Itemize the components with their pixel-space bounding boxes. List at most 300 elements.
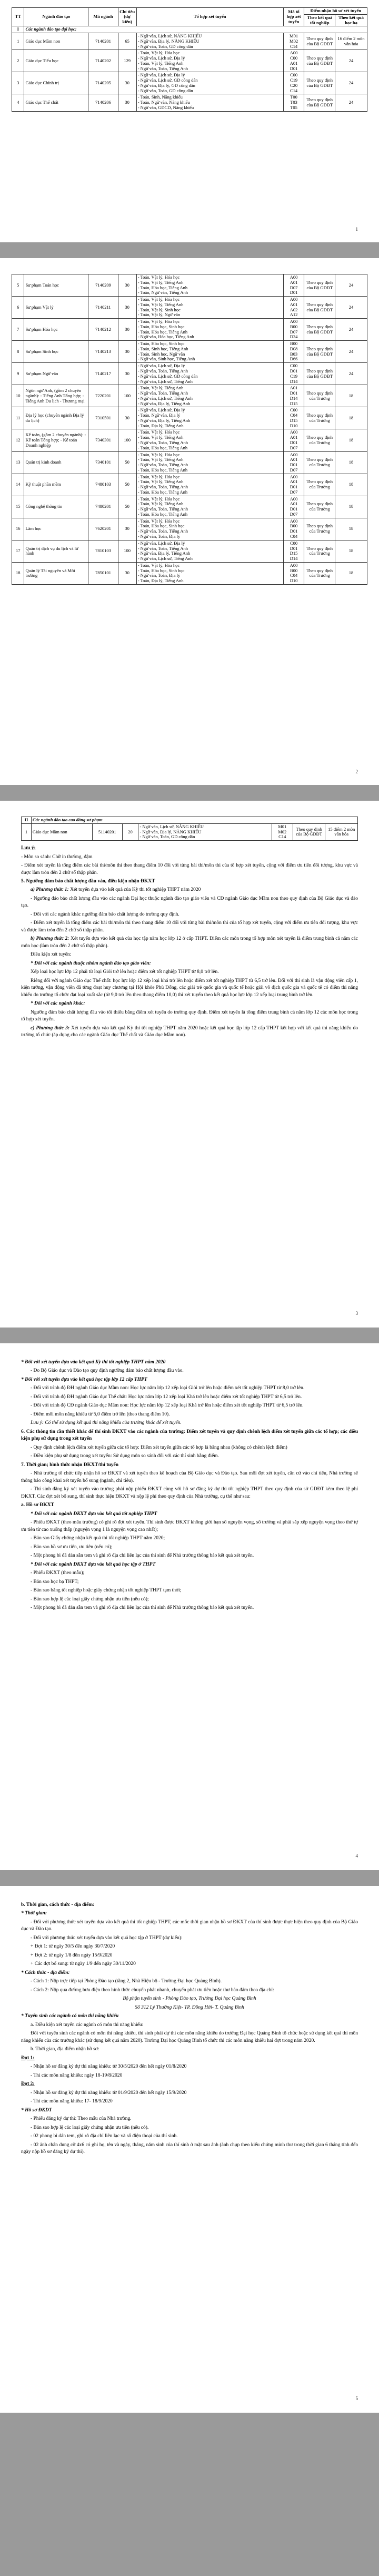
combination-code: D01 [290, 506, 298, 512]
combination-code: T03 [290, 100, 297, 105]
row-major-code: 7140211 [88, 297, 118, 319]
combination-code: A00 [290, 429, 298, 435]
combination-code: A00 [290, 451, 298, 457]
combination-code: C14 [290, 43, 298, 49]
row-quota: 30 [118, 297, 136, 319]
combination-code: D07 [290, 489, 298, 495]
combination-code: M01 [278, 823, 287, 829]
row-quota: 30 [118, 274, 136, 297]
row-floor-exam: Theo quy định của Trường [304, 562, 335, 584]
row-combinations [136, 341, 283, 363]
row-major-code: 7340101 [88, 451, 118, 474]
row-major-name: Giáo dục Thể chất [24, 94, 88, 111]
combination-code: D07 [290, 467, 298, 473]
row-floor-exam: Theo quy định của Trường [304, 474, 335, 496]
row-combinations [136, 474, 283, 496]
combination-code: D08 [290, 346, 298, 351]
table-row [12, 451, 367, 474]
combination-line: - Toán, Vật lý, Tiếng Anh [137, 435, 184, 440]
combination-line: - Toán, Vật lý, Hóa học [137, 319, 180, 325]
row-major-name: Kỹ thuật phần mềm [24, 474, 88, 496]
combination-code: D07 [290, 445, 298, 450]
row-major-name: Giáo dục Tiểu học [24, 50, 88, 72]
row-combinations [136, 72, 283, 94]
combination-line: - Toán, Sinh học, Tiếng Anh [137, 346, 188, 351]
combination-line: - Ngữ văn, Lịch sử, Địa lý [137, 540, 185, 546]
row-major-name: Ngôn ngữ Anh, (gồm 2 chuyên ngành): - Tiếng Anh Tổng hợp; - Tiếng Anh Du lịch - Thương mại [24, 385, 88, 407]
row-floor-transcript: 18 [335, 540, 367, 562]
row-combinations [136, 496, 283, 518]
row-quota: 50 [118, 496, 136, 518]
page-3: II Các ngành đào tạo cao đẳng sư phạm 1 Giáo dục Mầm non 51140201 20 - Ngữ văn, Lịch sử, NĂNG KHIẾU - Ngữ văn, Địa lý, NĂNG KHIẾU - Ngữ văn, Toán, GD công dân M01 M02 C14 Theo quy định của Bộ GDĐT 15 điểm 2 môn văn hóa Lưu ý: - Môn so sánh: Chữ in thường, đậm - Điểm xét tuyển là tổng điểm các bài thi/môn thi theo thang điểm 10 đối với từng bài thi/môn thi của tổ hợp xét tuyển, cộng với điểm ưu tiên đối tượng, khu vực và được làm tròn đến 2 chữ số thập phân. 5. Ngưỡng đảm bảo chất lượng đầu vào, điều kiện nhận ĐKXT a) Phương thức 1: Xét tuyển dựa vào kết quả của Kỳ thi tốt nghiệp THPT năm 2020 - Ngưỡng đảo bảo chất lượng đầu vào các ngành Đại học thuộc ngành đào tạo giáo viên và CĐ ngành Giáo dục Mầm non theo quy định của Bộ Giáo dục và đào tạo. - Đối với các ngành khác ngưỡng đảm bảo chất lượng do trường quy định. - Điểm xét tuyển là tổng điểm các bài thi/môn thi theo thang điểm 10 đối với từng bài thi/môn thi của tổ hợp xét tuyển, cộng với điểm ưu tiên đối tượng, khu vực và được làm tròn đến 2 chữ số thập phân. b) Phương thức 2: Xét tuyển dựa vào kết quả của học tập năm học lớp 12 ở cấp THPT. Điểm các môn trong tổ hợp môn xét tuyển là điểm trung bình cả năm các môn học (làm tròn đến 2 chữ số thập phân). Điều kiện xét tuyển: * Đối với các ngành thuộc nhóm ngành đào tạo giáo viên: Xếp loại học lực lớp 12 phải từ loại Giỏi trở lên hoặc điểm xét tốt nghiệp THPT từ 8,0 trở lên. Riêng đối với ngành Giáo dục Thể chất: học lực lớp 12 xếp loại khá trở lên hoặc điểm xét tốt nghiệp THPT từ 6,5 trở lên. Đối với thí sinh là vận động viên cấp 1, kiện tướng, vận động viên đã từng đoạt huy chương tại Hội khỏe Phù Đổng, các giải trẻ quốc gia và quốc tế hoặc giải vô địch quốc gia và quốc tế có điểm thi năng khiếu do trường tổ chức đạt loại xuất sắc (từ 9,0 trở lên theo thang điểm 10,0) thì xét tuyển theo kết quả học lực lớp 12 xếp loại trung bình trở lên. * Đối với các ngành khác: Ngưỡng đảm bảo chất lượng đầu vào tối thiểu bằng điểm xét tuyển do trường quy định. Điểm xét tuyển là tổng điểm trung bình cả năm lớp 12 các môn học trong tổ hợp xét tuyển. c) Phương thức 3: Xét tuyển dựa vào kết quả Kỳ thi tốt nghiệp THPT năm 2020 hoặc kết quả học tập lớp 12 cấp THPT kết hợp với kết quả thi năng khiếu do trường tổ chức (áp dụng cho các ngành Giáo dục Thể chất và Giáo dục Mầm non). 3 [0, 801, 379, 1328]
admission-table-2 [12, 274, 367, 585]
header-floor-b: Theo kết quả học bạ [335, 14, 367, 26]
row-stt: 4 [12, 94, 24, 111]
combination-line: - Toán, Vật lý, Tiếng Anh [137, 60, 184, 66]
row-quota: 100 [118, 540, 136, 562]
combination-code: A00 [290, 496, 298, 502]
row-combinations [136, 451, 283, 474]
page-4: * Đối với xét tuyển dựa vào kết quả Kỳ thi tốt nghiệp THPT năm 2020 - Do Bộ Giáo dục và Đào tạo quy định ngưỡng đảm bảo chất lượng đầu vào. * Đối với xét tuyển dựa vào kết quả học tập lớp 12 cấp THPT - Đối với trình độ ĐH ngành Giáo dục Mầm non: Học lực năm lớp 12 xếp loại Giỏi trở lên hoặc điểm xét tốt nghiệp THPT từ 8,0 trở lên. - Đối với trình độ ĐH ngành Giáo dục Thể chất: Học lực năm lớp 12 xếp loại Khá trở lên hoặc điểm xét tốt nghiệp THPT từ 6,5 trở lên. - Đối với trình độ CĐ ngành Giáo dục Mầm non: Học lực năm lớp 12 xếp loại Khá trở lên hoặc điểm xét tốt nghiệp THPT từ 6,5 trở lên. - Điểm mỗi môn năng khiếu từ 5,0 điểm trở lên (theo thang điểm 10). Lưu ý: Có thể sử dụng kết quả thi năng khiếu của trường khác để xét tuyển. 6. Các thông tin cần thiết khác để thí sinh ĐKXT vào các ngành của trường: Điểm xét tuyển và quy định chênh lệch điểm xét tuyển giữa các tổ hợp; các điều kiện phụ sử dụng trong xét tuyển - Quy định chênh lệch điểm xét tuyển giữa các tổ hợp: Điểm xét tuyển giữa các tổ hợp là bằng nhau (không có chênh lệch điểm) - Điều kiện phụ sử dụng trong xét tuyển: Sử dụng môn so sánh đối với các thí sinh bằng điểm. 7. Thời gian; hình thức nhận ĐKXT/thi tuyển - Nhà trường tổ chức tiếp nhận hồ sơ ĐKXT và xét tuyển theo kế hoạch của Bộ Giáo dục và Đào tạo. Sau mỗi đợt xét tuyển, căn cứ vào chỉ tiêu, Nhà trường sẽ thông báo công khai xét tuyển bổ sung (ngành, chỉ tiêu). - Thí sinh đăng ký xét tuyển vào trường phải nộp phiếu ĐKXT cùng với hồ sơ đăng ký dự thi tốt nghiệp THPT theo quy định của sở GDĐT kèm theo lệ phí ĐKXT. Các đợt xét bổ sung, thí sinh thực hiện ĐKXT và nộp lệ phí theo quy định của Nhà trường, cụ thể như sau: a. Hồ sơ ĐKXT * Đối với các ngành ĐKXT dựa vào kết quả tốt nghiệp THPT - Phiếu ĐKXT (theo mẫu trường) có ghi rõ đợt xét tuyển. Thí sinh được ĐKXT không giới hạn số nguyện vọng, số trường và phải sắp xếp nguyện vọng theo thứ tự ưu tiên từ cao xuống thấp (nguyện vọng 1 là nguyện vọng cao nhất); - Bản sao Giấy chứng nhận kết quả thi tốt nghiệp THPT năm 2020; - Bản sao hồ sơ ưu tiên, ưu tiên (nếu có); - Một phong bì đã dán sẵn tem và ghi rõ địa chỉ liên lạc của thí sinh để Nhà trường thông báo kết quả xét tuyển. * Đối với các ngành ĐKXT dựa vào kết quả học tập ở THPT - Phiếu ĐKXT (theo mẫu); - Bản sao học bạ THPT; - Bản sao bằng tốt nghiệp hoặc giấy chứng nhận tốt nghiệp THPT tạm thời; - Bản sao hợp lệ các loại giấy chứng nhận ưu tiên (nếu có); - Một phong bì đã dán sẵn tem và ghi rõ địa chỉ liên lạc của thí sinh để Nhà trường thông báo kết quả xét tuyển. 4 [0, 1343, 379, 1870]
combination-line: - Ngữ văn, Toán, Tiếng Anh [137, 506, 188, 512]
table-row [12, 297, 367, 319]
row-quota: 30 [118, 72, 136, 94]
table-row [22, 823, 358, 840]
combination-code: D07 [290, 284, 298, 290]
row-floor-transcript: 24 [335, 363, 367, 385]
page-5: b. Thời gian, cách thức - địa điểm: * Thời gian: - Đối với phương thức xét tuyển dựa vào kết quả thi tốt nghiệp THPT, các mốc thời gian nhận hồ sơ ĐKXT của thí sinh được thực hiện theo quy định của Bộ Giáo dục và Đào tạo. - Đối với phương thức xét tuyển dựa vào kết quả học tập ở THPT (dự kiến): + Đợt 1: từ ngày 30/5 đến ngày 30/7/2020 + Đợt 2: từ ngày 1/8 đến ngày 15/9/2020 + Các đợt bổ sung: từ ngày 1/9 đến ngày 30/11/2020 * Cách thức - địa điểm: - Cách 1: Nộp trực tiếp tại Phòng Đào tạo (tầng 2, Nhà Hiệu bộ - Trường Đại học Quảng Bình). - Cách 2: Nộp qua đường bưu điện theo hình thức chuyển phát nhanh, chuyển phát ưu tiên hoặc thư bảo đảm theo địa chỉ: Bộ phận tuyển sinh - Phòng Đào tạo, Trường Đại học Quảng Bình Số 312 Lý Thường Kiệt- TP. Đồng Hới- T. Quảng Bình * Tuyển sinh các ngành có môn thi năng khiếu a. Điều kiện xét tuyển các ngành có môn thi năng khiếu: Đối với tuyển sinh các ngành có môn thi năng khiếu, thí sinh phải dự thi các môn năng khiếu do trường Đại học Quảng Bình tổ chức hoặc sử dụng kết quả thi môn năng khiếu của các trường khác (sử dụng kết quả năm 2020). Trường Đại học Quảng Bình tổ chức thi các môn năng khiếu hai đợt trong năm 2020. b. Thời gian, địa điểm nhận hồ sơ: Đợt 1: - Nhận hồ sơ đăng ký dự thi năng khiếu: từ 30/5/2020 đến hết ngày 01/8/2020 - Thi các môn năng khiếu: ngày 18-19/8/2020 Đợt 2: - Nhận hồ sơ đăng ký dự thi năng khiếu: từ 01/9/2020 đến hết ngày 15/9/2020 - Thi các môn năng khiếu: 17- 18/9/2020 * Hồ sơ ĐKDT - Phiếu đăng ký dự thi: Theo mẫu của Nhà trường. - Bản sao hợp lệ các loại giấy chứng nhận ưu tiên (nếu có). - 02 phong bì dán tem, ghi rõ địa chỉ liên lạc và số điện thoại của thí sinh. - 02 ảnh chân dung cỡ 4x6 có ghi họ, tên và ngày, tháng, năm sinh của thí sinh ở mặt sau ảnh (ảnh chụp theo kiểu chứng minh thư trong thời gian 6 tháng tính đến ngày nộp hồ sơ đăng ký dự thi). 5 [0, 1886, 379, 2413]
admission-table-1: TT Ngành đào tạo Mã ngành Chỉ tiêu (dự kiến) Tổ hợp xét tuyển Mã tổ hợp xét tuyển Điểm nhận hồ sơ xét tuyển Theo kết quả tốt nghiệp Theo kết quả học bạ I Các ngành đào tạo đại học: 1 Giáo dục Mầm non 7140201 65 - Ngữ văn, Lịch sử, NĂNG KHIẾU - Ngữ văn, Địa lý, NĂNG KHIẾU - Ngữ văn, Toán, GD công dân M01 M02 C14 Theo quy định của Bộ GDĐT 16 điểm 2 môn văn hóa 2 Giáo dục Tiểu học 7140202 129 - Toán, Vật lý, Hóa học - Ngữ văn, Lịch sử, Địa lý - Toán, Vật lý, Tiếng Anh - Ngữ văn, Toán, Tiếng Anh A00 C00 A01 D01 Theo quy định của Bộ GDĐT 24 3 Giáo dục Chính trị 7140205 30 - Ngữ văn, Lịch sử, Địa lý - Ngữ văn, Lịch sử, GD công dân - Ngữ văn, Địa lý, GD công dân - Ngữ văn, Toán, GD công dân C00 C19 C20 C14 Theo quy định của Bộ GDĐT 24 4 Giáo dục Thể chất 7140206 30 - Toán, Sinh, Năng khiếu - Toán, Ngữ văn, Năng khiếu - Ngữ văn, GDCD, Năng khiếu T00 T03 T05 Theo quy định của Bộ GDĐT 24 [12, 7, 367, 112]
combination-line: - Ngữ văn, Lịch sử, Địa lý [137, 407, 185, 413]
row-floor-transcript: 18 [335, 474, 367, 496]
combination-line: - Ngữ văn, Lịch sử, GD công dân [137, 77, 198, 83]
row-combination-codes [283, 496, 304, 518]
row-combination-codes [283, 50, 304, 72]
combination-line: - Ngữ văn, Địa lý, GD công dân [137, 82, 195, 88]
row-major-name: Sư phạm Hóa học [24, 319, 88, 341]
combination-code: A01 [290, 457, 298, 463]
row-combinations [136, 94, 283, 111]
combination-line: - Toán, Vật lý, Tiếng Anh [137, 501, 184, 507]
row-combination-codes [283, 341, 304, 363]
row-floor-transcript: 24 [335, 274, 367, 297]
row-combination-codes [283, 94, 304, 111]
combination-line: - Toán, Vật lý, Ngữ văn [137, 312, 181, 318]
heading-7a: a. Hồ sơ ĐKXT [21, 1502, 54, 1508]
row-quota: 50 [118, 474, 136, 496]
row-combination-codes [283, 540, 304, 562]
combination-line: - Toán, Vật lý, Hóa học [137, 518, 180, 524]
combination-line: - Ngữ văn, Địa lý, Tiếng Anh [137, 400, 191, 406]
combination-code: D10 [290, 578, 298, 584]
row-combinations [138, 823, 272, 840]
combination-line: - Ngữ văn, Lịch sử, Tiếng Anh [137, 556, 193, 562]
combination-line: - Toán, Sinh, Năng khiếu [137, 94, 183, 100]
row-major-name: Quản trị dịch vụ du lịch và lữ hành [24, 540, 88, 562]
row-combinations [136, 540, 283, 562]
row-floor-exam: Theo quy định của Bộ GDĐT [304, 274, 335, 297]
combination-line: - Ngữ văn, Toán, Địa lý [137, 533, 181, 539]
table-row [12, 474, 367, 496]
row-stt: 16 [12, 518, 24, 540]
row-stt: 1 [22, 823, 32, 840]
combination-line: - Ngữ văn, Toán, Tiếng Anh [137, 462, 188, 468]
table-row [12, 496, 367, 518]
combination-line: - Toán, Vật lý, Tiếng Anh [137, 457, 184, 463]
combination-line: - Toán, Ngữ văn, Năng khiếu [137, 100, 190, 105]
combination-code: D01 [290, 390, 298, 396]
combination-line: - Toán, Vật lý, Tiếng Anh [137, 279, 184, 285]
row-floor-exam: Theo quy định của Bộ GDĐT [304, 297, 335, 319]
combination-line: - Ngữ văn, Toán, GD công dân [139, 834, 195, 840]
row-floor-exam: Theo quy định của Bộ GDĐT [304, 319, 335, 341]
page-number-3: 3 [355, 1311, 358, 1316]
combination-line: - Toán, Hóa học, Sinh học [137, 341, 185, 347]
table-row [12, 518, 367, 540]
row-combination-codes [283, 274, 304, 297]
row-stt: 10 [12, 385, 24, 407]
table-body-2 [12, 274, 367, 585]
row-floor-transcript: 24 [335, 341, 367, 363]
combination-line: - Ngữ văn, Lịch sử, Địa lý [137, 72, 185, 78]
row-stt: 2 [12, 50, 24, 72]
combination-code: C19 [290, 77, 298, 83]
combination-code: A00 [290, 297, 298, 302]
heading-5: 5. Ngưỡng đảm bảo chất lượng đầu vào, điều kiện nhận ĐKXT [21, 879, 155, 884]
row-quota: 30 [118, 94, 136, 111]
combination-code: C20 [290, 82, 298, 88]
combination-line: - Toán, Vật lý, Hóa học [137, 50, 180, 56]
combination-line: - Toán, Hóa học, Tiếng Anh [137, 445, 188, 450]
combination-line: - Toán, Ngữ văn, Địa lý [137, 412, 181, 418]
combination-code: A01 [290, 279, 298, 285]
row-combination-codes [283, 363, 304, 385]
combination-line: - Toán, Vật lý, Hóa học [137, 297, 180, 302]
row-combination-codes [283, 385, 304, 407]
row-floor-exam: Theo quy định của Trường [304, 407, 335, 429]
row-combination-codes [283, 319, 304, 341]
row-major-name: Giáo dục Chính trị [24, 72, 88, 94]
row-floor-transcript: 18 [335, 518, 367, 540]
row-combination-codes [283, 518, 304, 540]
combination-code: M01 [290, 33, 298, 39]
combination-line: - Ngữ văn, Lịch sử, Tiếng Anh [137, 378, 193, 384]
row-combination-codes [283, 562, 304, 584]
combination-code: D07 [290, 511, 298, 517]
combination-code: T00 [290, 94, 297, 100]
row-combination-codes [283, 72, 304, 94]
combination-code: A12 [290, 312, 298, 318]
combination-line: - Ngữ văn, Địa lý, Tiếng Anh [137, 550, 191, 556]
combination-line: - Ngữ văn, Địa lý, NĂNG KHIẾU [137, 38, 200, 44]
combination-line: - Toán, Hóa học, Sinh học [137, 523, 185, 529]
combination-line: - Toán, Hóa học, Sinh học [137, 323, 185, 329]
combination-code: C04 [290, 573, 298, 578]
header-quota: Chỉ tiêu (dự kiến) [118, 8, 136, 26]
combination-line: - Toán, Sinh học, Ngữ văn [137, 351, 185, 357]
combination-line: - Ngữ văn, Lịch sử, Địa lý [137, 363, 185, 369]
row-quota: 65 [118, 33, 136, 50]
table-row [12, 94, 367, 111]
combination-code: D01 [290, 484, 298, 490]
combination-code: D01 [290, 462, 298, 468]
combination-line: - Ngữ văn, Toán, Tiếng Anh [137, 484, 188, 490]
combination-code: C14 [290, 87, 298, 93]
combination-code: B00 [290, 567, 298, 573]
combination-line: - Ngữ văn, Địa lý, Tiếng Anh [137, 417, 191, 423]
row-major-code: 7810103 [88, 540, 118, 562]
admission-table-3: II Các ngành đào tạo cao đẳng sư phạm 1 Giáo dục Mầm non 51140201 20 - Ngữ văn, Lịch sử, NĂNG KHIẾU - Ngữ văn, Địa lý, NĂNG KHIẾU - Ngữ văn, Toán, GD công dân M01 M02 C14 Theo quy định của Bộ GDĐT 15 điểm 2 môn văn hóa [21, 817, 358, 841]
combination-code: A00 [290, 562, 298, 568]
row-stt: 9 [12, 363, 24, 385]
combination-code: A00 [290, 274, 298, 280]
combination-line: - Ngữ văn, Lịch sử, GD công dân [137, 373, 198, 379]
row-floor-transcript: 18 [335, 496, 367, 518]
row-quota: 129 [118, 50, 136, 72]
combination-code: D07 [290, 329, 298, 335]
row-floor-exam: Theo quy định của Bộ GDĐT [304, 33, 335, 50]
combination-code: A01 [290, 435, 298, 440]
row-combinations [136, 363, 283, 385]
combination-code: M02 [290, 38, 298, 44]
row-floor-exam: Theo quy định của Bộ GDĐT [304, 94, 335, 111]
row-stt: 17 [12, 540, 24, 562]
combination-line: - Ngữ văn, Toán, GD công dân [137, 87, 193, 93]
combination-line: - Ngữ văn, Toán, Địa lý [137, 573, 181, 578]
row-major-code: 7340301 [88, 429, 118, 451]
table-row [12, 319, 367, 341]
combination-line: - Toán, Hóa học, Tiếng Anh [137, 329, 188, 335]
header-major: Ngành đào tạo [24, 8, 88, 26]
combination-code: A01 [290, 385, 298, 391]
row-combinations [136, 50, 283, 72]
row-quota: 30 [118, 363, 136, 385]
row-stt: 3 [12, 72, 24, 94]
combination-line: - Ngữ văn, Hóa học, Tiếng Anh [137, 334, 194, 340]
row-combination-codes [272, 823, 293, 840]
row-major-code: 7220201 [88, 385, 118, 407]
combination-code: D01 [290, 65, 298, 71]
row-combination-codes [283, 451, 304, 474]
row-combination-codes [283, 297, 304, 319]
combination-code: A02 [290, 307, 298, 312]
row-combination-codes [283, 474, 304, 496]
row-quota: 30 [118, 518, 136, 540]
row-major-name: Địa lý học (chuyên ngành Địa lý du lịch) [24, 407, 88, 429]
row-major-name: Công nghệ thông tin [24, 496, 88, 518]
row-major-code: 7140217 [88, 363, 118, 385]
combination-code: B00 [290, 341, 298, 347]
page-number-1: 1 [355, 227, 358, 232]
row-major-code: 7620201 [88, 518, 118, 540]
combination-line: - Toán, Vật lý, Hóa học [137, 496, 180, 502]
combination-line: - Ngữ văn, Lịch sử, NĂNG KHIẾU [139, 823, 204, 829]
row-stt: 13 [12, 451, 24, 474]
combination-line: - Ngữ văn, Toán, Tiếng Anh [137, 439, 188, 445]
row-quota: 100 [118, 385, 136, 407]
header-combo: Tổ hợp xét tuyển [136, 8, 283, 26]
page-2 [0, 258, 379, 785]
combination-line: - Toán, Hóa học, Tiếng Anh [137, 284, 188, 290]
table-row [12, 540, 367, 562]
table-row [12, 274, 367, 297]
row-floor-transcript: 15 điểm 2 môn văn hóa [325, 823, 358, 840]
combination-code: D01 [290, 545, 298, 551]
combination-line: - Toán, Vật lý, Sinh học [137, 307, 181, 312]
row-major-name: Sư phạm Sinh học [24, 341, 88, 363]
row-stt: 18 [12, 562, 24, 584]
combination-line: - Ngữ văn, Sinh học, Tiếng Anh [137, 356, 195, 362]
combination-code: A01 [290, 479, 298, 485]
row-floor-exam: Theo quy định của Trường [304, 385, 335, 407]
method-1: a) Phương thức 1: Xét tuyển dựa vào kết quả của Kỳ thi tốt nghiệp THPT năm 2020 [31, 887, 201, 893]
row-quota: 30 [118, 341, 136, 363]
row-major-name: Kế toán, (gồm 2 chuyên ngành): - Kế toán Tổng hợp; - Kế toán Doanh nghiệp [24, 429, 88, 451]
page-number-5: 5 [355, 2396, 358, 2402]
row-combination-codes [283, 33, 304, 50]
row-floor-transcript: 18 [335, 407, 367, 429]
row-major-code: 7140202 [88, 50, 118, 72]
row-major-name: Sư phạm Toán học [24, 274, 88, 297]
row-floor-exam: Theo quy định của Bộ GDĐT [304, 50, 335, 72]
combination-line: - Toán, Vật lý, Hóa học [137, 562, 180, 568]
combination-line: - Toán, Vật lý, Hóa học [137, 474, 180, 479]
combination-line: - Ngữ văn, Toán, Tiếng Anh [137, 368, 188, 374]
row-stt: 8 [12, 341, 24, 363]
combination-code: C00 [290, 540, 298, 546]
combination-line: - Toán, Vật lý, Tiếng Anh [137, 301, 184, 307]
header-combo-code: Mã tổ hợp xét tuyển [283, 8, 304, 26]
row-major-code: 7140206 [88, 94, 118, 111]
row-combinations [136, 429, 283, 451]
heading-7: 7. Thời gian; hình thức nhận ĐKXT/thi tuyển [21, 1462, 119, 1468]
row-floor-exam: Theo quy định của Trường [304, 451, 335, 474]
row-floor-transcript: 16 điểm 2 môn văn hóa [335, 33, 367, 50]
combination-code: C00 [290, 72, 298, 78]
header-code: Mã ngành [88, 8, 118, 26]
row-stt: 14 [12, 474, 24, 496]
method-2: b) Phương thức 2: Xét tuyển dựa vào kết quả của học tập năm học lớp 12 ở cấp THPT. Điểm các môn trong tổ hợp môn xét tuyển là điểm trung bình cả năm các môn học (làm tròn đến 2 chữ số thập phân). [21, 936, 358, 949]
table-row [12, 385, 367, 407]
combination-code: A00 [290, 50, 298, 56]
combination-code: C19 [290, 373, 298, 379]
row-stt: 12 [12, 429, 24, 451]
combination-line: - Ngữ văn, Toán, Tiếng Anh [137, 65, 188, 71]
row-combinations [136, 319, 283, 341]
row-floor-exam: Theo quy định của Bộ GDĐT [304, 363, 335, 385]
row-combination-codes [283, 429, 304, 451]
combination-code: D24 [290, 334, 298, 340]
combination-code: D14 [290, 378, 298, 384]
row-major-code: 7140205 [88, 72, 118, 94]
combination-line: - Toán, Vật lý, Tiếng Anh [137, 385, 184, 391]
combination-code: D14 [290, 556, 298, 562]
header-floor-a: Theo kết quả tốt nghiệp [304, 14, 335, 26]
table-row [12, 363, 367, 385]
combination-code: M02 [278, 829, 287, 834]
combination-line: - Toán, Vật lý, Hóa học [137, 429, 180, 435]
table-row [12, 341, 367, 363]
combination-code: C04 [290, 412, 298, 418]
section-university: Các ngành đào tạo đại học: [24, 26, 367, 33]
combination-code: D15 [290, 550, 298, 556]
row-combinations [136, 33, 283, 50]
page-number-4: 4 [355, 1853, 358, 1859]
row-major-name: Giáo dục Mầm non [31, 823, 92, 840]
combination-code: D14 [290, 395, 298, 401]
combination-line: - Ngữ văn, Lịch sử, Tiếng Anh [137, 395, 193, 401]
combination-line: - Ngữ văn, Địa lý, NĂNG KHIẾU [139, 829, 202, 834]
row-floor-exam: Theo quy định của Trường [304, 540, 335, 562]
combination-code: D01 [290, 368, 298, 374]
combination-line: - Toán, Hóa học, Tiếng Anh [137, 489, 188, 495]
combination-line: - Ngữ văn, GDCD, Năng khiếu [137, 105, 194, 111]
row-floor-transcript: 24 [335, 297, 367, 319]
table-row [12, 72, 367, 94]
row-floor-transcript: 18 [335, 429, 367, 451]
row-major-name: Sư phạm Vật lý [24, 297, 88, 319]
combination-line: - Ngữ văn, Lịch sử, NĂNG KHIẾU [137, 33, 202, 39]
row-stt: 7 [12, 319, 24, 341]
combination-code: A01 [290, 301, 298, 307]
row-major-name: Quản trị kinh doanh [24, 451, 88, 474]
row-stt: 15 [12, 496, 24, 518]
row-quota: 20 [122, 823, 138, 840]
row-floor-transcript: 24 [335, 50, 367, 72]
row-major-name: Lâm học [24, 518, 88, 540]
combination-line: - Ngữ văn, Toán, Tiếng Anh [137, 390, 188, 396]
row-major-code: 7850101 [88, 562, 118, 584]
row-combinations [136, 407, 283, 429]
combination-line: - Ngữ văn, Toán, Tiếng Anh [137, 545, 188, 551]
row-floor-exam: Theo quy định của Trường [304, 496, 335, 518]
combination-code: D01 [290, 439, 298, 445]
row-major-code: 7140201 [88, 33, 118, 50]
row-major-code: 7140209 [88, 274, 118, 297]
table-body-3 [22, 823, 358, 840]
row-floor-exam: Theo quy định của Trường [304, 429, 335, 451]
note-2: - Điểm xét tuyển là tổng điểm các bài thi/môn thi theo thang điểm 10 đối với từng bài thi/môn thi của tổ hợp xét tuyển, cộng với điểm ưu tiên đối tượng, khu vực và được làm tròn đến 2 chữ số thập phân. [21, 863, 358, 876]
row-major-name: Sư phạm Ngữ văn [24, 363, 88, 385]
row-major-code: 7140212 [88, 319, 118, 341]
row-quota: 50 [118, 451, 136, 474]
combination-code: D10 [290, 422, 298, 428]
combination-code: T05 [290, 105, 297, 111]
row-floor-transcript: 18 [335, 385, 367, 407]
row-stt: 1 [12, 33, 24, 50]
heading-6: 6. Các thông tin cần thiết khác để thí sinh ĐKXT vào các ngành của trường: Điểm xét tuyển và quy định chênh lệch điểm xét tuyển giữa các tổ hợp; các điều kiện phụ sử dụng trong xét tuyển [21, 1429, 358, 1442]
combination-code: A01 [290, 501, 298, 507]
row-stt: 11 [12, 407, 24, 429]
combination-code: A00 [290, 474, 298, 479]
header-stt: TT [12, 8, 24, 26]
row-major-code: 51140201 [92, 823, 122, 840]
table-row [12, 50, 367, 72]
combination-code: D15 [290, 417, 298, 423]
note-title: Lưu ý: [21, 845, 36, 851]
combination-code: B03 [290, 351, 298, 357]
combination-code: C00 [290, 407, 298, 413]
combination-line: - Toán, Địa lý, Tiếng Anh [137, 422, 184, 428]
combination-line: - Toán, Hóa học, Tiếng Anh [137, 511, 188, 517]
combination-line: - Toán, Vật lý, Hóa học [137, 274, 180, 280]
row-quota: 30 [118, 407, 136, 429]
table-body-1 [12, 33, 367, 112]
table-row [12, 429, 367, 451]
combination-line: - Toán, Hóa học, Tiếng Anh [137, 467, 188, 473]
combination-code: B00 [290, 323, 298, 329]
heading-7b: b. Thời gian, cách thức - địa điểm: [21, 1902, 95, 1908]
